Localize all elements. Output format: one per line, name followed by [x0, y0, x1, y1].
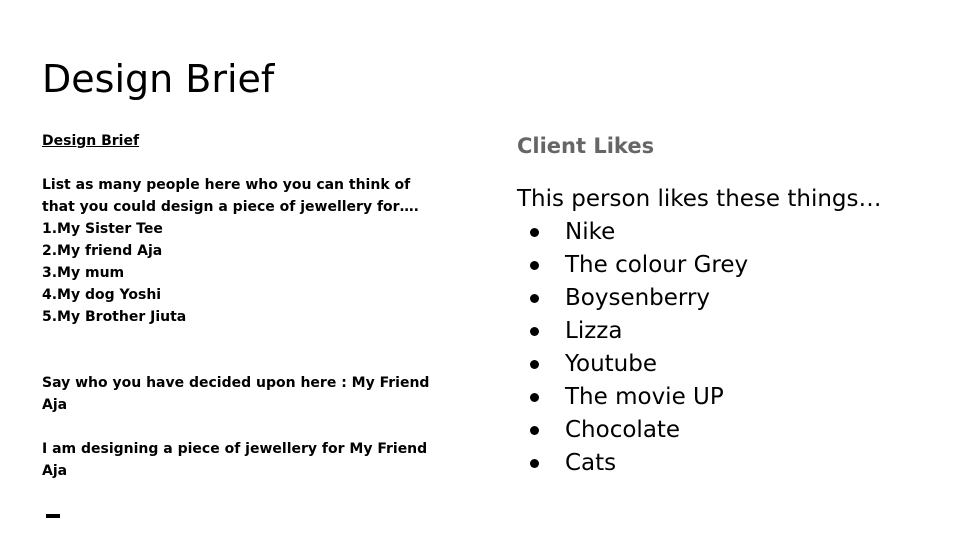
- like-label: The colour Grey: [565, 252, 749, 278]
- like-label: Nike: [565, 219, 616, 245]
- bullet-icon: [530, 426, 539, 435]
- list-item: [517, 249, 937, 282]
- bullet-icon: [530, 459, 539, 468]
- like-label: Chocolate: [565, 417, 681, 443]
- bullet-icon: [530, 393, 539, 402]
- bullet-icon: [530, 228, 539, 237]
- spacer: [42, 328, 442, 372]
- like-label: Lizza: [565, 318, 623, 344]
- like-label: The movie UP: [565, 384, 724, 410]
- like-label: Youtube: [565, 351, 657, 377]
- bullet-icon: [530, 360, 539, 369]
- spacer: [42, 416, 442, 438]
- client-likes-panel: [517, 131, 937, 480]
- list-item: [517, 216, 937, 249]
- list-item: [517, 282, 937, 315]
- like-label: Boysenberry: [565, 285, 711, 311]
- brief-heading: Design Brief: [42, 133, 140, 149]
- people-list: [42, 218, 442, 328]
- list-item: [517, 414, 937, 447]
- client-intro: This person likes these things…: [517, 186, 882, 212]
- list-item: [517, 381, 937, 414]
- spacer: [42, 152, 442, 174]
- brief-prompt-line-2: that you could design a piece of jewellery for….: [42, 199, 419, 215]
- brief-prompt-line-1: List as many people here who you can think of: [42, 177, 411, 193]
- list-item: 1.My Sister Tee: [42, 221, 163, 237]
- design-brief-panel: [42, 130, 442, 482]
- bullet-icon: [530, 294, 539, 303]
- designing-for-text: I am designing a piece of jewellery for My Friend Aja: [42, 441, 428, 479]
- list-item: [517, 315, 937, 348]
- likes-list: [517, 216, 937, 480]
- like-label: Cats: [565, 450, 617, 476]
- list-item: [517, 348, 937, 381]
- decision-text: Say who you have decided upon here : My Friend Aja: [42, 375, 430, 413]
- dash-mark: [46, 514, 60, 518]
- client-likes-heading: Client Likes: [517, 134, 655, 158]
- slide-title: Design Brief: [42, 57, 275, 101]
- list-item: 2.My friend Aja: [42, 243, 163, 259]
- list-item: 5.My Brother Jiuta: [42, 309, 187, 325]
- bullet-icon: [530, 327, 539, 336]
- list-item: 3.My mum: [42, 265, 125, 281]
- list-item: 4.My dog Yoshi: [42, 287, 162, 303]
- bullet-icon: [530, 261, 539, 270]
- list-item: [517, 447, 937, 480]
